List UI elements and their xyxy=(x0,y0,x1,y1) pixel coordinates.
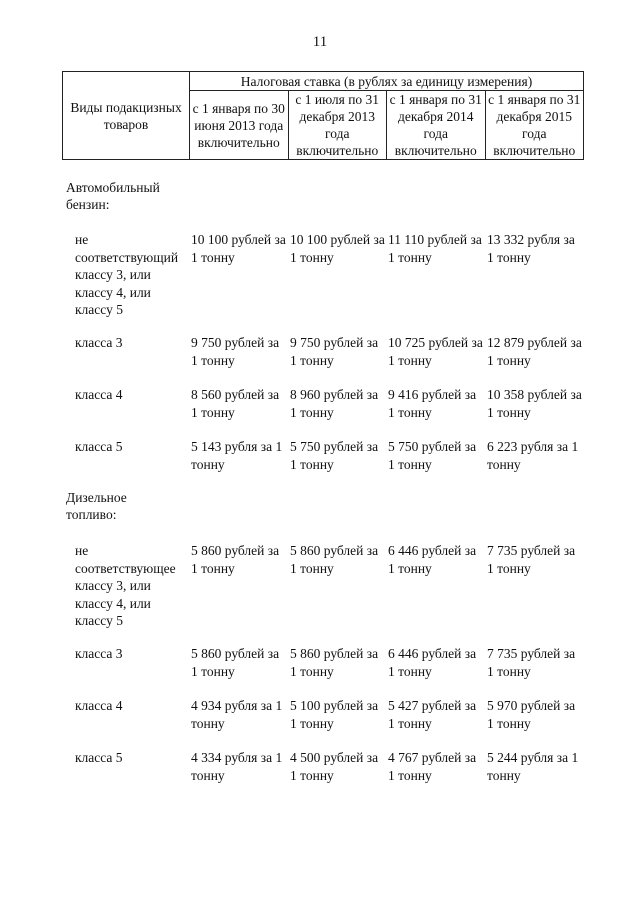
tax-rate-header: Налоговая ставка (в рублях за единицу измерения) xyxy=(190,72,584,91)
row-label: не соответствующий классу 3, или классу 4, или классу 5 xyxy=(75,232,179,317)
rate-cell: 13 332 рубля за 1 тонну xyxy=(487,232,575,265)
period-header-1: с 1 января по 30 июня 2013 года включительно xyxy=(190,91,289,160)
rate-cell: 9 750 рублей за 1 тонну xyxy=(290,335,379,368)
rate-cell: 6 446 рублей за 1 тонну xyxy=(388,646,477,679)
rate-cell: 5 427 рублей за 1 тонну xyxy=(388,698,477,731)
rate-cell: 6 223 рубля за 1 тонну xyxy=(487,439,579,472)
rate-cell: 5 860 рублей за 1 тонну xyxy=(191,646,280,679)
rate-cell: 4 500 рублей за 1 тонну xyxy=(290,750,379,783)
rate-cell: 4 767 рублей за 1 тонну xyxy=(388,750,477,783)
rate-cell: 5 244 рубля за 1 тонну xyxy=(487,750,579,783)
rate-cell: 5 100 рублей за 1 тонну xyxy=(290,698,379,731)
rate-cell: 5 750 рублей за 1 тонну xyxy=(388,439,477,472)
header-table xyxy=(62,71,584,160)
rate-cell: 10 358 рублей за 1 тонну xyxy=(487,387,582,420)
rate-cell: 5 860 рублей за 1 тонну xyxy=(290,543,379,576)
row-label: класса 5 xyxy=(75,439,123,454)
period-header-2: с 1 июля по 31 декабря 2013 года включительно xyxy=(288,91,387,160)
rate-cell: 10 100 рублей за 1 тонну xyxy=(191,232,286,265)
rate-cell: 7 735 рублей за 1 тонну xyxy=(487,543,576,576)
rate-cell: 4 934 рубля за 1 тонну xyxy=(191,698,283,731)
row-label: класса 3 xyxy=(75,335,123,350)
rate-cell: 4 334 рубля за 1 тонну xyxy=(191,750,283,783)
rate-cell: 8 560 рублей за 1 тонну xyxy=(191,387,280,420)
rate-cell: 9 416 рублей за 1 тонну xyxy=(388,387,477,420)
rate-cell: 10 100 рублей за 1 тонну xyxy=(290,232,385,265)
period-header-3: с 1 января по 31 декабря 2014 года включительно xyxy=(387,91,486,160)
row-label: класса 4 xyxy=(75,387,123,402)
rate-cell: 5 860 рублей за 1 тонну xyxy=(290,646,379,679)
rate-cell: 12 879 рублей за 1 тонну xyxy=(487,335,582,368)
row-label: класса 5 xyxy=(75,750,123,765)
row-label: класса 3 xyxy=(75,646,123,661)
period-header-4: с 1 января по 31 декабря 2015 года включительно xyxy=(485,91,584,160)
section-title-gasoline: Автомобильный бензин: xyxy=(66,180,160,212)
rate-cell: 11 110 рублей за 1 тонну xyxy=(388,232,482,265)
rate-cell: 10 725 рублей за 1 тонну xyxy=(388,335,483,368)
rate-cell: 8 960 рублей за 1 тонну xyxy=(290,387,379,420)
rate-cell: 5 860 рублей за 1 тонну xyxy=(191,543,280,576)
row-label: класса 4 xyxy=(75,698,123,713)
page-number: 11 xyxy=(312,34,328,50)
rate-cell: 9 750 рублей за 1 тонну xyxy=(191,335,280,368)
rate-cell: 7 735 рублей за 1 тонну xyxy=(487,646,576,679)
row-label: не соответствующее классу 3, или классу 4, или классу 5 xyxy=(75,543,176,628)
rate-cell: 5 970 рублей за 1 тонну xyxy=(487,698,576,731)
section-title-diesel: Дизельное топливо: xyxy=(66,490,127,522)
rate-cell: 6 446 рублей за 1 тонну xyxy=(388,543,477,576)
rate-cell: 5 143 рубля за 1 тонну xyxy=(191,439,283,472)
goods-kind-header: Виды подакцизных товаров xyxy=(63,72,190,160)
rate-cell: 5 750 рублей за 1 тонну xyxy=(290,439,379,472)
